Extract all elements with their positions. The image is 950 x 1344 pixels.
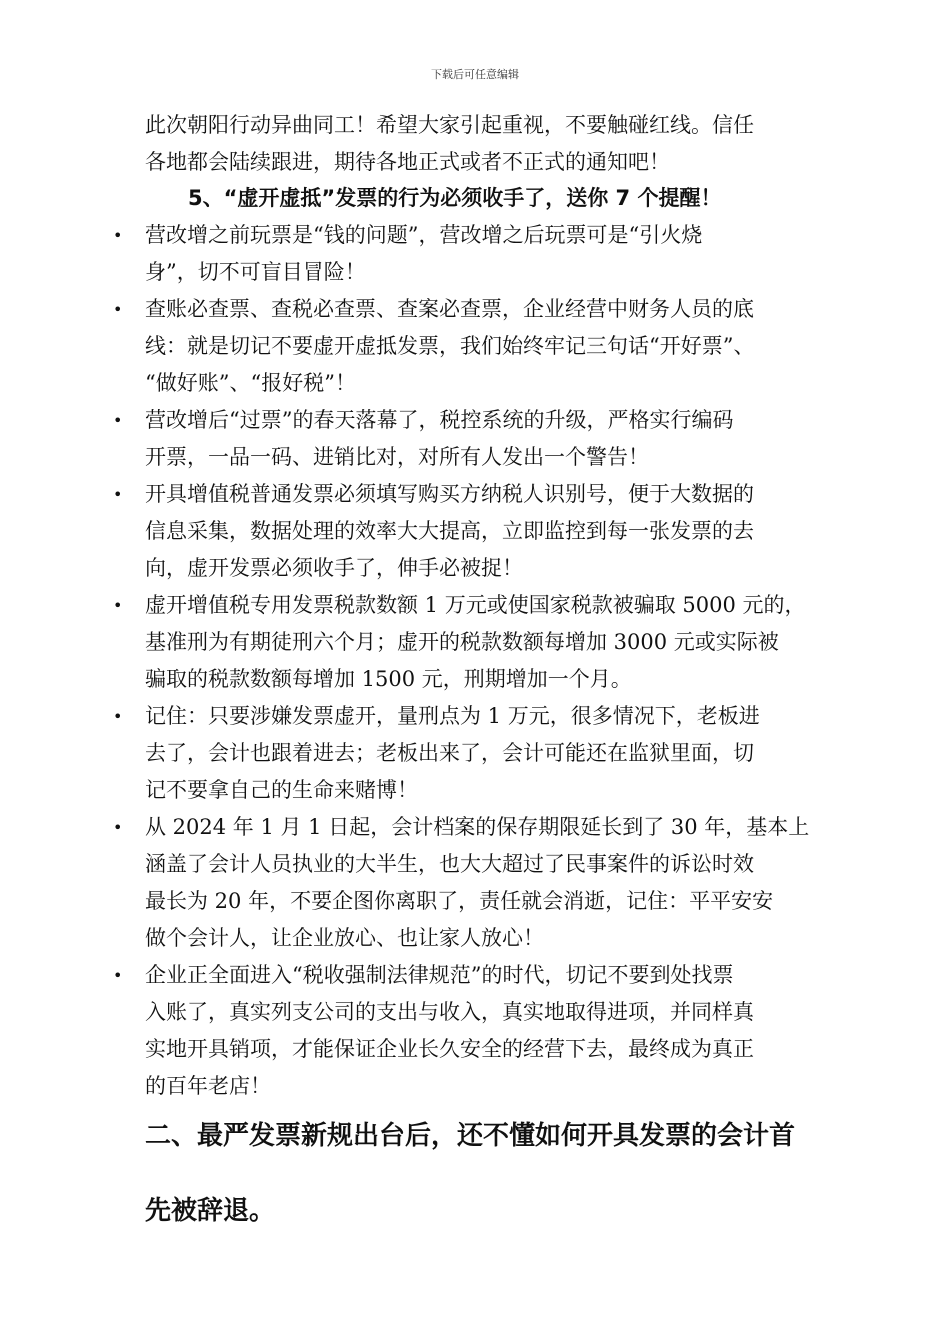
- bullet-line: 记住：只要涉嫌发票虚开，量刑点为 1 万元，很多情况下，老板进: [145, 704, 760, 728]
- intro-paragraph: [145, 107, 825, 181]
- bullet-item: [0, 957, 950, 1105]
- bullet-dot-icon: •: [113, 596, 123, 615]
- bullet-line: 向，虚开发票必须收手了，伸手必被捉！: [145, 556, 523, 580]
- bullet-line: 去了，会计也跟着进去；老板出来了，会计可能还在监狱里面，切: [145, 741, 754, 765]
- page-header: 下载后可任意编辑: [431, 68, 519, 81]
- bullet-line: 的百年老店！: [145, 1074, 271, 1098]
- subheading-invoice-warnings: 5、“虚开虚抵”发票的行为必须收手了，送你 7 个提醒！: [188, 186, 722, 210]
- bullet-line: 开具增值税普通发票必须填写购买方纳税人识别号，便于大数据的: [145, 482, 754, 506]
- bullet-line: 实地开具销项，才能保证企业长久安全的经营下去，最终成为真正: [145, 1037, 754, 1061]
- bullet-item: [0, 291, 950, 402]
- bullet-dot-icon: •: [113, 707, 123, 726]
- bullet-line: 入账了，真实列支公司的支出与收入，真实地取得进项，并同样真: [145, 1000, 754, 1024]
- bullet-line: 骗取的税款数额每增加 1500 元，刑期增加一个月。: [145, 667, 632, 691]
- bullet-line: 记不要拿自己的生命来赌博！: [145, 778, 418, 802]
- bullet-line: 虚开增值税专用发票税款数额 1 万元或使国家税款被骗取 5000 元的，: [145, 593, 806, 617]
- bullet-item: [0, 402, 950, 476]
- bullet-line: 营改增后“过票”的春天落幕了，税控系统的升级，严格实行编码: [145, 408, 734, 432]
- bullet-line: 查账必查票、查税必查票、查案必查票，企业经营中财务人员的底: [145, 297, 754, 321]
- bullet-dot-icon: •: [113, 226, 123, 245]
- bullet-line: 最长为 20 年，不要企图你离职了，责任就会消逝，记住：平平安安: [145, 889, 774, 913]
- warning-bullet-list: [0, 217, 950, 1105]
- bullet-item: [0, 476, 950, 587]
- bullet-line: 开票，一品一码、进销比对，对所有人发出一个警告！: [145, 445, 649, 469]
- bullet-line: 基准刑为有期徒刑六个月；虚开的税款数额每增加 3000 元或实际被: [145, 630, 779, 654]
- bullet-item: [0, 217, 950, 291]
- bullet-line: 企业正全面进入“税收强制法律规范”的时代，切记不要到处找票: [145, 963, 734, 987]
- bullet-item: [0, 587, 950, 698]
- bullet-dot-icon: •: [113, 966, 123, 985]
- bullet-dot-icon: •: [113, 818, 123, 837]
- bullet-line: 做个会计人，让企业放心、也让家人放心！: [145, 926, 544, 950]
- bullet-line: 线：就是切记不要虚开虚抵发票，我们始终牢记三句话“开好票”、: [145, 334, 755, 358]
- intro-line: 各地都会陆续跟进，期待各地正式或者不正式的通知吧！: [145, 150, 670, 174]
- intro-line: 此次朝阳行动异曲同工！希望大家引起重视，不要触碰红线。信任: [145, 113, 754, 137]
- bullet-line: 身”，切不可盲目冒险！: [145, 260, 366, 284]
- bullet-dot-icon: •: [113, 485, 123, 504]
- section-heading-continued: 先被辞退。: [145, 1196, 276, 1226]
- bullet-line: 涵盖了会计人员执业的大半生，也大大超过了民事案件的诉讼时效: [145, 852, 754, 876]
- bullet-item: [0, 809, 950, 957]
- bullet-line: 从 2024 年 1 月 1 日起，会计档案的保存期限延长到了 30 年，基本上: [145, 815, 810, 839]
- bullet-line: 营改增之前玩票是“钱的问题”，营改增之后玩票可是“引火烧: [145, 223, 703, 247]
- bullet-line: “做好账”、“报好税”！: [145, 371, 356, 395]
- bullet-dot-icon: •: [113, 411, 123, 430]
- bullet-dot-icon: •: [113, 300, 123, 319]
- bullet-item: [0, 698, 950, 809]
- bullet-line: 信息采集，数据处理的效率大大提高，立即监控到每一张发票的去: [145, 519, 754, 543]
- section-heading: 二、最严发票新规出台后，还不懂如何开具发票的会计首: [145, 1121, 796, 1151]
